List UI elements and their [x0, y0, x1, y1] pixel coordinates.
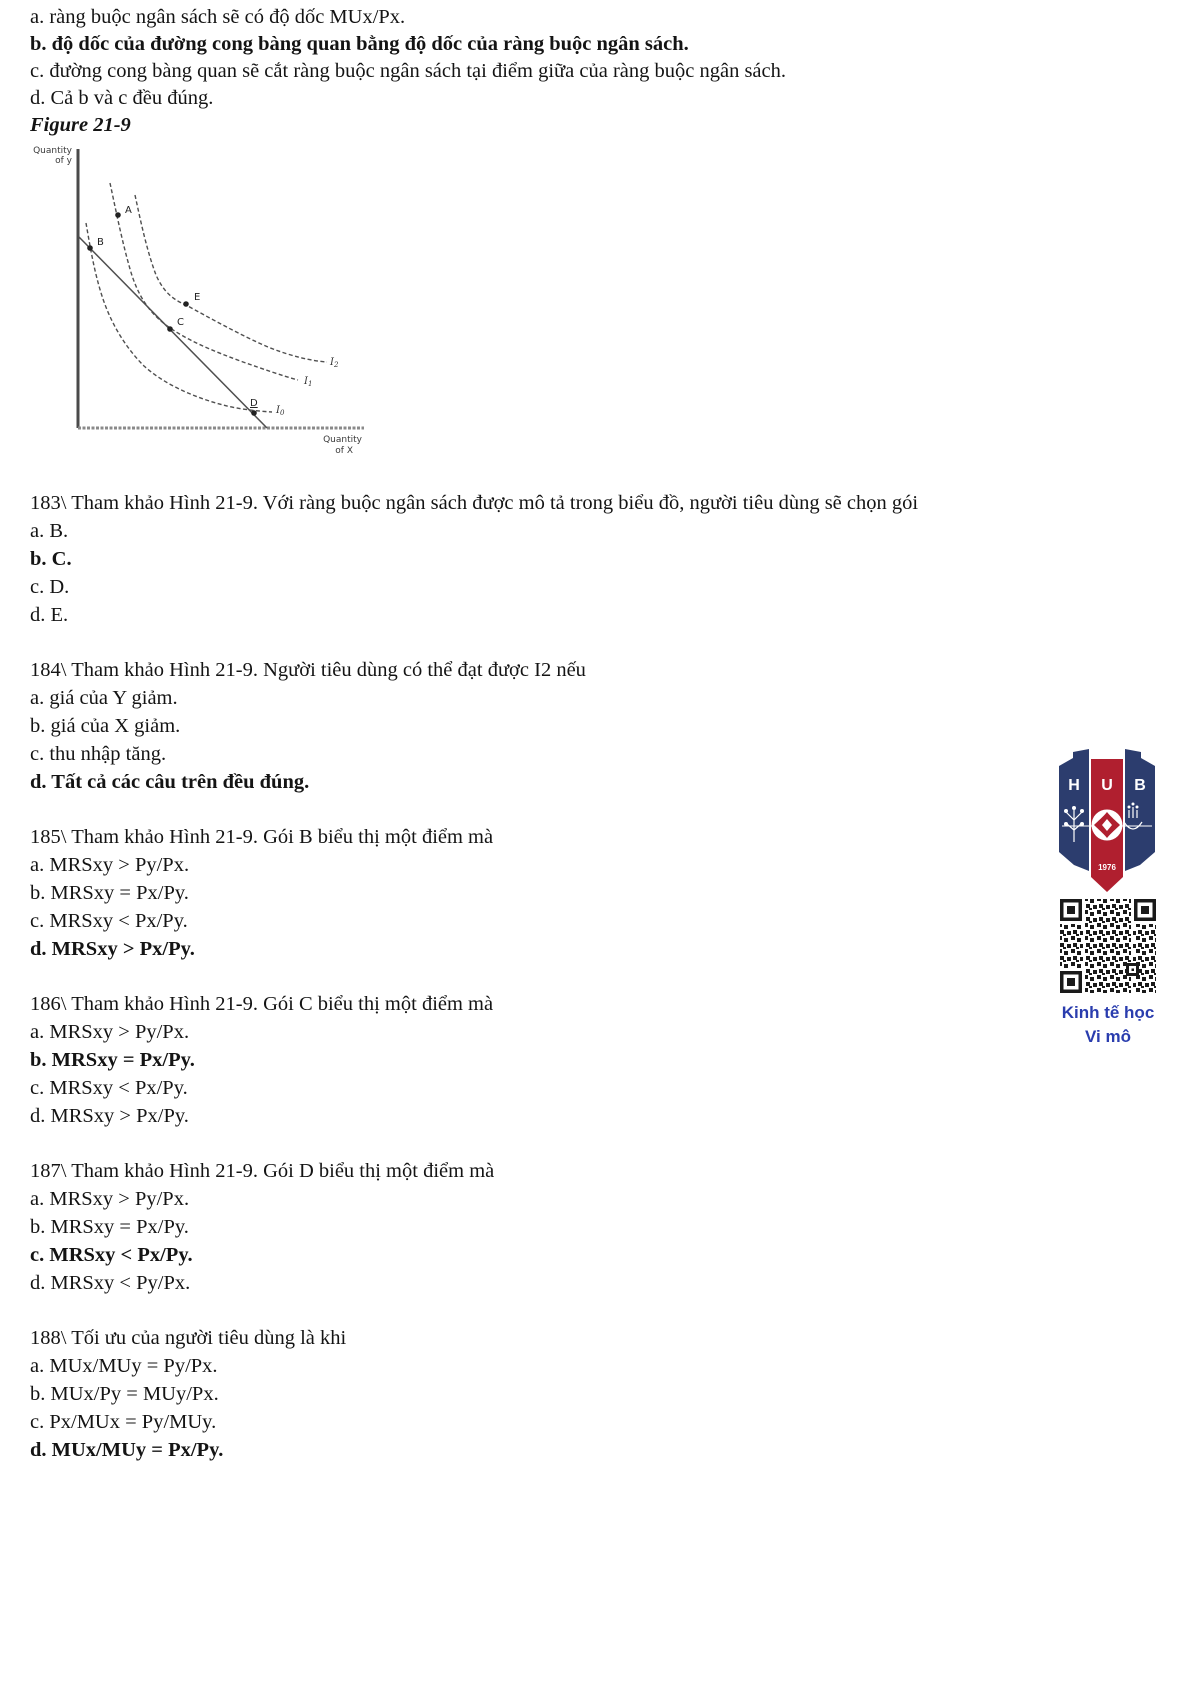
- document-body: [30, 4, 1075, 1491]
- question-185-option-b: b. MRSxy = Px/Py.: [30, 882, 189, 904]
- question-187-option-b: b. MRSxy = Px/Py.: [30, 1216, 189, 1238]
- point-d-label: D: [250, 398, 258, 409]
- logo-letter-u: U: [1101, 777, 1113, 794]
- hub-logo: [1057, 746, 1157, 899]
- question-187: [30, 1157, 1075, 1297]
- point-a-dot: [115, 212, 121, 218]
- point-b-label: B: [97, 237, 104, 248]
- curve-label-i2: $I_2$: [330, 357, 339, 369]
- point-a-label: A: [125, 205, 132, 216]
- question-186-option-a: a. MRSxy > Py/Px.: [30, 1021, 190, 1043]
- question-188: [30, 1324, 1075, 1464]
- y-axis-label-line2: of y: [55, 156, 72, 166]
- qr-finder-top-right: [1134, 899, 1156, 921]
- indifference-curve-i1: [110, 183, 298, 380]
- qr-caption: [1038, 1001, 1178, 1049]
- question-188-option-b: b. MUx/Py = MUy/Px.: [30, 1383, 219, 1405]
- question-183-option-c: c. D.: [30, 576, 70, 598]
- intro-option-c: c. đường cong bàng quan sẽ cắt ràng buộc ngân sách tại điểm giữa của ràng buộc ngân sách.: [30, 60, 786, 82]
- curve-label-i0: $I_0$: [276, 405, 285, 417]
- question-185-header: 185\ Tham khảo Hình 21-9. Gói B biểu thị một điểm mà: [30, 826, 494, 848]
- question-186-option-c: c. MRSxy < Px/Py.: [30, 1077, 188, 1099]
- question-186-header: 186\ Tham khảo Hình 21-9. Gói C biểu thị một điểm mà: [30, 993, 494, 1015]
- qr-caption-line2: Vi mô: [1085, 1027, 1131, 1046]
- question-188-option-c: c. Px/MUx = Py/MUy.: [30, 1411, 217, 1433]
- qr-code: [1058, 897, 1158, 1000]
- question-183-header: 183\ Tham khảo Hình 21-9. Với ràng buộc ngân sách được mô tả trong biểu đồ, người tiêu dùng sẽ chọn gói: [30, 492, 919, 514]
- question-184: [30, 656, 1075, 796]
- point-b-dot: [87, 245, 93, 251]
- indifference-curve-chart: [28, 141, 380, 455]
- question-184-option-c: c. thu nhập tăng.: [30, 743, 167, 765]
- point-d-dot: [251, 410, 257, 416]
- question-185-option-a: a. MRSxy > Py/Px.: [30, 854, 190, 876]
- intro-option-a: a. ràng buộc ngân sách sẽ có độ dốc MUx/Px.: [30, 6, 406, 28]
- question-185-option-d: d. MRSxy > Px/Py.: [30, 938, 195, 960]
- figure-21-9: [28, 141, 380, 461]
- logo-year: 1976: [1098, 863, 1116, 872]
- logo-letter-b: B: [1134, 777, 1146, 794]
- point-c-label: C: [177, 317, 184, 328]
- logo-coin-icon: [1092, 810, 1123, 841]
- question-183-option-b: b. C.: [30, 548, 72, 570]
- intro-option-b: b. độ dốc của đường cong bàng quan bằng độ dốc của ràng buộc ngân sách.: [30, 33, 689, 55]
- question-183: [30, 489, 1075, 629]
- indifference-curve-i2: [135, 195, 327, 362]
- question-184-option-b: b. giá của X giảm.: [30, 715, 181, 737]
- point-e-label: E: [194, 292, 201, 303]
- question-188-option-d: d. MUx/MUy = Px/Py.: [30, 1439, 224, 1461]
- question-187-header: 187\ Tham khảo Hình 21-9. Gói D biểu thị một điểm mà: [30, 1160, 495, 1182]
- question-184-option-a: a. giá của Y giảm.: [30, 687, 178, 709]
- question-184-option-d: d. Tất cả các câu trên đều đúng.: [30, 771, 310, 793]
- qr-caption-line1: Kinh tế học: [1061, 1003, 1155, 1022]
- point-e-dot: [183, 301, 189, 307]
- x-axis-label-line1: Quantity: [323, 435, 362, 445]
- hub-shield-icon: [1057, 746, 1157, 894]
- question-183-option-d: d. E.: [30, 604, 69, 626]
- qr-alignment-pattern: [1126, 963, 1139, 976]
- question-188-header: 188\ Tối ưu của người tiêu dùng là khi: [30, 1327, 347, 1349]
- question-186-option-d: d. MRSxy > Px/Py.: [30, 1105, 189, 1127]
- question-185: [30, 823, 1075, 963]
- question-183-option-a: a. B.: [30, 520, 69, 542]
- question-187-option-c: c. MRSxy < Px/Py.: [30, 1244, 193, 1266]
- logo-letter-h: H: [1068, 777, 1080, 794]
- y-axis-label-line1: Quantity: [33, 146, 72, 156]
- question-188-option-a: a. MUx/MUy = Py/Px.: [30, 1355, 218, 1377]
- curve-label-i1: $I_1$: [304, 376, 313, 388]
- qr-finder-top-left: [1060, 899, 1082, 921]
- figure-title: Figure 21-9: [30, 114, 131, 136]
- point-c-dot: [167, 326, 173, 332]
- qr-finder-bottom-left: [1060, 971, 1082, 993]
- question-184-header: 184\ Tham khảo Hình 21-9. Người tiêu dùng có thể đạt được I2 nếu: [30, 659, 586, 681]
- question-186: [30, 990, 1075, 1130]
- intro-options: [30, 4, 1075, 139]
- x-axis-label-line2: of X: [335, 446, 353, 455]
- question-187-option-d: d. MRSxy < Py/Px.: [30, 1272, 191, 1294]
- question-185-option-c: c. MRSxy < Px/Py.: [30, 910, 188, 932]
- question-187-option-a: a. MRSxy > Py/Px.: [30, 1188, 190, 1210]
- qr-code-icon: [1058, 897, 1158, 995]
- intro-option-d: d. Cả b và c đều đúng.: [30, 87, 214, 109]
- question-186-option-b: b. MRSxy = Px/Py.: [30, 1049, 195, 1071]
